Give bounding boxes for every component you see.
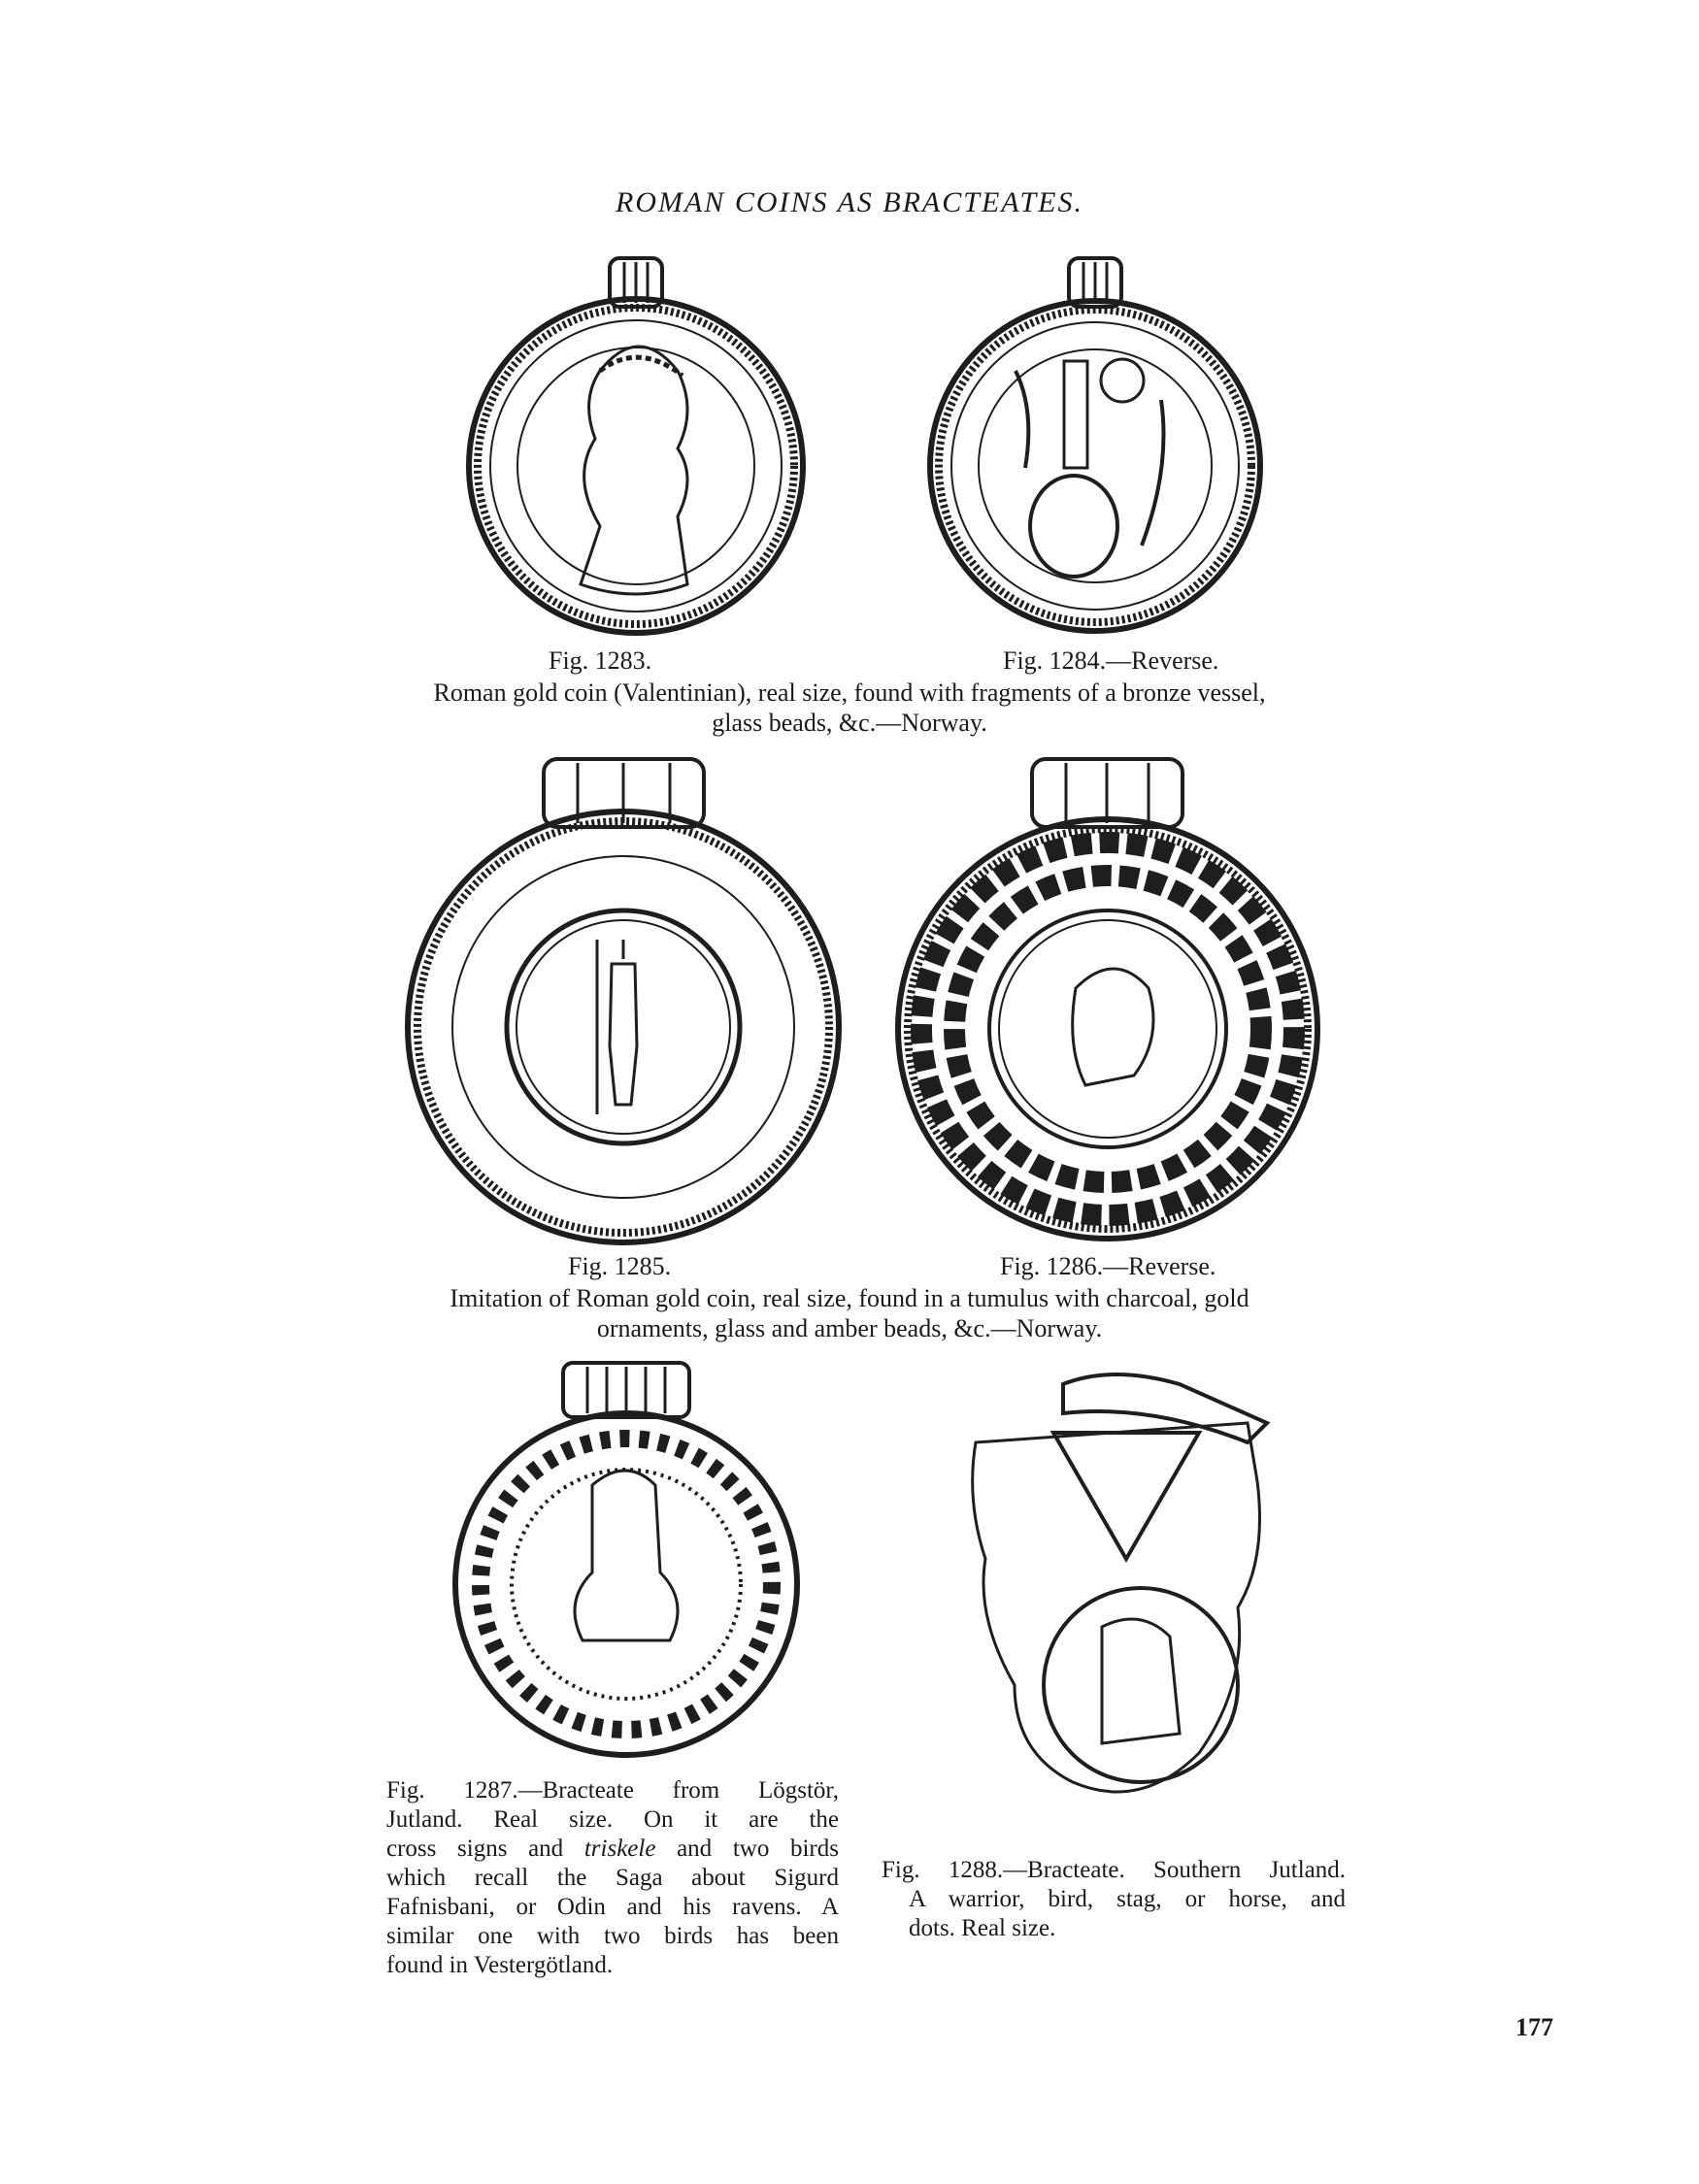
fig-1286-label: Fig. 1286.—Reverse. <box>1000 1252 1216 1280</box>
imitation-caption-line1: Imitation of Roman gold coin, real size, found in a tumulus with charcoal, gold <box>450 1284 1249 1312</box>
fig-1286-coin-reverse-illustration <box>891 755 1324 1246</box>
fig-1284-label: Fig. 1284.—Reverse. <box>1003 646 1219 675</box>
fig-1288-caption <box>882 1856 1346 1943</box>
valentinian-caption <box>252 678 1447 738</box>
valentinian-caption-line1: Roman gold coin (Valentinian), real size, found with fragments of a bronze vessel, <box>433 678 1266 707</box>
running-head: ROMAN COINS AS BRACTEATES. <box>616 186 1083 218</box>
fig-1287-caption-line2: Jutland. Real size. On it are the <box>386 1806 839 1833</box>
fig-1287-caption-line3 <box>386 1835 839 1864</box>
fig-1287-caption-line7: found in Vestergötland. <box>386 1952 614 1978</box>
fig-1284-coin-reverse-illustration <box>918 254 1272 639</box>
fig-1283-coin-illustration <box>454 254 817 639</box>
fig-1283-label: Fig. 1283. <box>549 646 652 675</box>
fig-1287-caption-line3-start: cross signs and <box>386 1836 584 1862</box>
fig-1287-caption <box>386 1776 839 1980</box>
fig-1287-bracteate-illustration <box>447 1359 806 1761</box>
fig-1287-caption-triskele: triskele <box>583 1836 656 1862</box>
imitation-caption-line2: ornaments, glass and amber beads, &c.—Norway. <box>596 1314 1103 1342</box>
fig-1285-coin-illustration <box>398 755 849 1246</box>
page-number: 177 <box>1516 2013 1553 2041</box>
fig-1288-bracteate-illustration <box>956 1365 1277 1817</box>
fig-1288-caption-line2: A warrior, bird, stag, or horse, and <box>909 1886 1346 1912</box>
imitation-caption <box>252 1283 1447 1343</box>
fig-1287-caption-line5: Fafnisbani, or Odin and his ravens. A <box>386 1894 839 1920</box>
fig-1287-caption-line4: which recall the Saga about Sigurd <box>386 1865 839 1891</box>
fig-1285-label: Fig. 1285. <box>568 1252 672 1280</box>
fig-1287-caption-line6: similar one with two birds has been <box>386 1923 839 1949</box>
fig-1287-caption-line1: Fig. 1287.—Bracteate from Lögstör, <box>386 1777 839 1803</box>
fig-1288-caption-line1: Fig. 1288.—Bracteate. Southern Jutland. <box>882 1857 1346 1883</box>
fig-1287-caption-line3-end: and two birds <box>655 1836 839 1862</box>
valentinian-caption-line2: glass beads, &c.—Norway. <box>712 709 987 737</box>
fig-1288-caption-line3: dots. Real size. <box>909 1915 1056 1941</box>
